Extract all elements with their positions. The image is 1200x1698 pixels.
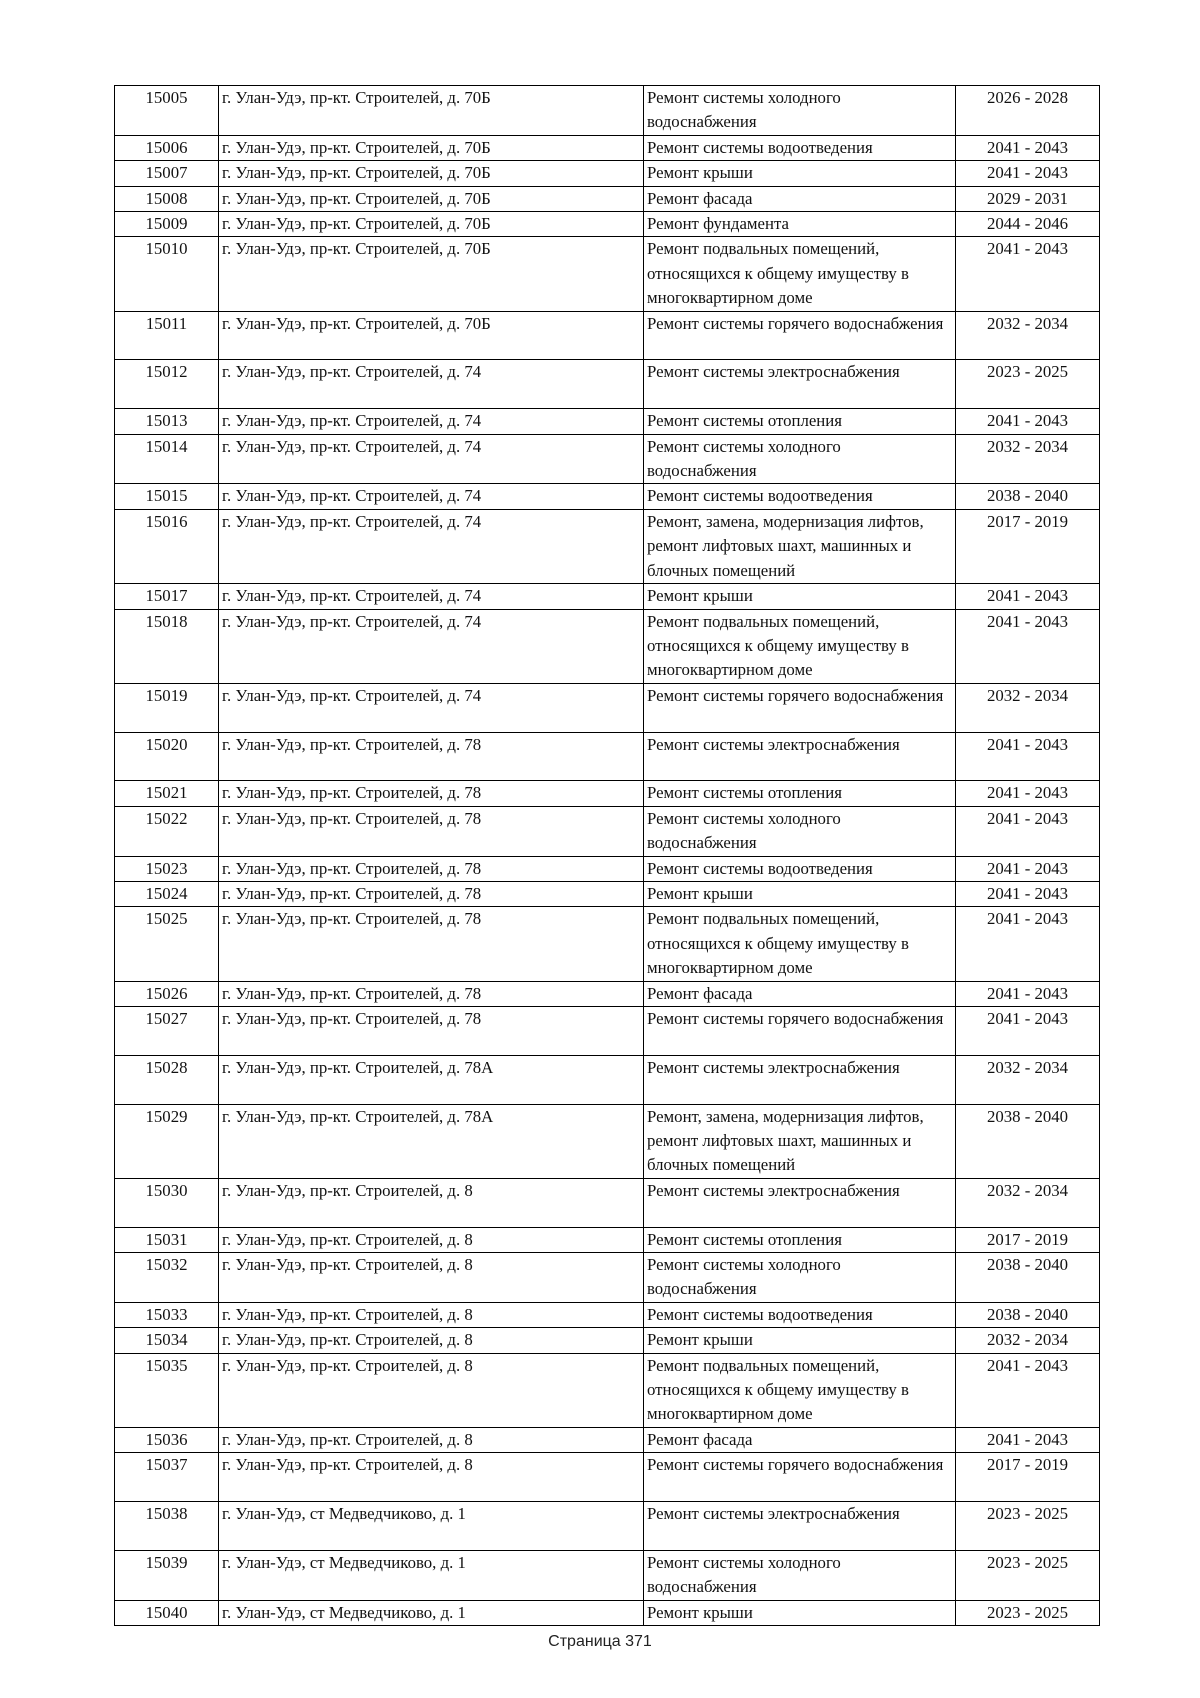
row-id-cell: 15022 xyxy=(115,806,219,856)
row-id-cell: 15032 xyxy=(115,1252,219,1302)
period-cell: 2041 - 2043 xyxy=(956,1427,1100,1452)
address-cell: г. Улан-Удэ, пр-кт. Строителей, д. 74 xyxy=(219,509,644,583)
address-cell: г. Улан-Удэ, пр-кт. Строителей, д. 70Б xyxy=(219,212,644,237)
table-row xyxy=(115,1178,1100,1227)
work-type-cell: Ремонт подвальных помещений, относящихся к общему имуществу в многоквартирном доме xyxy=(644,237,956,311)
work-type-cell: Ремонт фасада xyxy=(644,186,956,211)
address-cell: г. Улан-Удэ, пр-кт. Строителей, д. 8 xyxy=(219,1353,644,1427)
capital-repair-table xyxy=(114,85,1100,1626)
period-cell: 2017 - 2019 xyxy=(956,509,1100,583)
work-type-cell: Ремонт системы холодного водоснабжения xyxy=(644,434,956,484)
period-cell: 2032 - 2034 xyxy=(956,311,1100,360)
work-type-cell: Ремонт системы горячего водоснабжения xyxy=(644,683,956,732)
work-type-cell: Ремонт системы горячего водоснабжения xyxy=(644,311,956,360)
page-number: Страница 371 xyxy=(548,1633,652,1650)
address-cell: г. Улан-Удэ, пр-кт. Строителей, д. 8 xyxy=(219,1302,644,1327)
work-type-cell: Ремонт системы водоотведения xyxy=(644,1302,956,1327)
row-id-cell: 15035 xyxy=(115,1353,219,1427)
work-type-cell: Ремонт, замена, модернизация лифтов, ремонт лифтовых шахт, машинных и блочных помещений xyxy=(644,1104,956,1178)
row-id-cell: 15011 xyxy=(115,311,219,360)
row-id-cell: 15009 xyxy=(115,212,219,237)
row-id-cell: 15028 xyxy=(115,1055,219,1104)
period-cell: 2041 - 2043 xyxy=(956,1006,1100,1055)
work-type-cell: Ремонт системы электроснабжения xyxy=(644,1055,956,1104)
address-cell: г. Улан-Удэ, пр-кт. Строителей, д. 70Б xyxy=(219,161,644,186)
table-row xyxy=(115,1104,1100,1178)
row-id-cell: 15039 xyxy=(115,1550,219,1600)
address-cell: г. Улан-Удэ, пр-кт. Строителей, д. 74 xyxy=(219,683,644,732)
work-type-cell: Ремонт системы электроснабжения xyxy=(644,360,956,409)
period-cell: 2041 - 2043 xyxy=(956,609,1100,683)
work-type-cell: Ремонт системы горячего водоснабжения xyxy=(644,1006,956,1055)
period-cell: 2041 - 2043 xyxy=(956,161,1100,186)
address-cell: г. Улан-Удэ, пр-кт. Строителей, д. 8 xyxy=(219,1252,644,1302)
table-row xyxy=(115,1252,1100,1302)
row-id-cell: 15007 xyxy=(115,161,219,186)
address-cell: г. Улан-Удэ, пр-кт. Строителей, д. 78А xyxy=(219,1055,644,1104)
work-type-cell: Ремонт системы отопления xyxy=(644,1227,956,1252)
table-row xyxy=(115,1502,1100,1551)
address-cell: г. Улан-Удэ, пр-кт. Строителей, д. 74 xyxy=(219,584,644,609)
period-cell: 2041 - 2043 xyxy=(956,806,1100,856)
row-id-cell: 15040 xyxy=(115,1600,219,1625)
row-id-cell: 15006 xyxy=(115,135,219,160)
work-type-cell: Ремонт системы холодного водоснабжения xyxy=(644,86,956,136)
table-row xyxy=(115,781,1100,806)
table-row xyxy=(115,237,1100,311)
table-row xyxy=(115,1353,1100,1427)
period-cell: 2038 - 2040 xyxy=(956,1302,1100,1327)
work-type-cell: Ремонт крыши xyxy=(644,161,956,186)
address-cell: г. Улан-Удэ, пр-кт. Строителей, д. 8 xyxy=(219,1178,644,1227)
row-id-cell: 15010 xyxy=(115,237,219,311)
row-id-cell: 15015 xyxy=(115,484,219,509)
address-cell: г. Улан-Удэ, пр-кт. Строителей, д. 78 xyxy=(219,732,644,781)
table-row xyxy=(115,484,1100,509)
period-cell: 2041 - 2043 xyxy=(956,881,1100,906)
work-type-cell: Ремонт крыши xyxy=(644,1328,956,1353)
period-cell: 2041 - 2043 xyxy=(956,981,1100,1006)
row-id-cell: 15025 xyxy=(115,907,219,981)
work-type-cell: Ремонт системы холодного водоснабжения xyxy=(644,1252,956,1302)
work-type-cell: Ремонт системы электроснабжения xyxy=(644,732,956,781)
row-id-cell: 15030 xyxy=(115,1178,219,1227)
address-cell: г. Улан-Удэ, пр-кт. Строителей, д. 70Б xyxy=(219,135,644,160)
table-row xyxy=(115,584,1100,609)
address-cell: г. Улан-Удэ, пр-кт. Строителей, д. 8 xyxy=(219,1227,644,1252)
row-id-cell: 15031 xyxy=(115,1227,219,1252)
table-row xyxy=(115,981,1100,1006)
period-cell: 2032 - 2034 xyxy=(956,683,1100,732)
work-type-cell: Ремонт системы холодного водоснабжения xyxy=(644,806,956,856)
table-row xyxy=(115,1453,1100,1502)
table-row xyxy=(115,1600,1100,1625)
table-row xyxy=(115,1006,1100,1055)
table-row xyxy=(115,360,1100,409)
row-id-cell: 15024 xyxy=(115,881,219,906)
table-row xyxy=(115,1227,1100,1252)
period-cell: 2032 - 2034 xyxy=(956,1178,1100,1227)
address-cell: г. Улан-Удэ, пр-кт. Строителей, д. 74 xyxy=(219,609,644,683)
work-type-cell: Ремонт подвальных помещений, относящихся к общему имуществу в многоквартирном доме xyxy=(644,907,956,981)
address-cell: г. Улан-Удэ, пр-кт. Строителей, д. 8 xyxy=(219,1453,644,1502)
address-cell: г. Улан-Удэ, пр-кт. Строителей, д. 78 xyxy=(219,781,644,806)
table-row xyxy=(115,311,1100,360)
period-cell: 2023 - 2025 xyxy=(956,360,1100,409)
work-type-cell: Ремонт системы отопления xyxy=(644,409,956,434)
row-id-cell: 15014 xyxy=(115,434,219,484)
table-row xyxy=(115,1302,1100,1327)
table-row xyxy=(115,683,1100,732)
work-type-cell: Ремонт фасада xyxy=(644,1427,956,1452)
period-cell: 2041 - 2043 xyxy=(956,409,1100,434)
address-cell: г. Улан-Удэ, пр-кт. Строителей, д. 74 xyxy=(219,484,644,509)
period-cell: 2032 - 2034 xyxy=(956,1055,1100,1104)
period-cell: 2017 - 2019 xyxy=(956,1227,1100,1252)
work-type-cell: Ремонт, замена, модернизация лифтов, ремонт лифтовых шахт, машинных и блочных помещений xyxy=(644,509,956,583)
row-id-cell: 15016 xyxy=(115,509,219,583)
address-cell: г. Улан-Удэ, пр-кт. Строителей, д. 78 xyxy=(219,881,644,906)
table-row xyxy=(115,881,1100,906)
period-cell: 2038 - 2040 xyxy=(956,1104,1100,1178)
row-id-cell: 15036 xyxy=(115,1427,219,1452)
row-id-cell: 15013 xyxy=(115,409,219,434)
table-row xyxy=(115,856,1100,881)
table-row xyxy=(115,806,1100,856)
address-cell: г. Улан-Удэ, пр-кт. Строителей, д. 74 xyxy=(219,409,644,434)
row-id-cell: 15012 xyxy=(115,360,219,409)
table-row xyxy=(115,135,1100,160)
work-type-cell: Ремонт системы горячего водоснабжения xyxy=(644,1453,956,1502)
work-type-cell: Ремонт фасада xyxy=(644,981,956,1006)
work-type-cell: Ремонт системы отопления xyxy=(644,781,956,806)
table-row xyxy=(115,1550,1100,1600)
table-row xyxy=(115,186,1100,211)
row-id-cell: 15033 xyxy=(115,1302,219,1327)
table-row xyxy=(115,1328,1100,1353)
address-cell: г. Улан-Удэ, пр-кт. Строителей, д. 78 xyxy=(219,981,644,1006)
row-id-cell: 15026 xyxy=(115,981,219,1006)
row-id-cell: 15018 xyxy=(115,609,219,683)
address-cell: г. Улан-Удэ, пр-кт. Строителей, д. 8 xyxy=(219,1427,644,1452)
period-cell: 2044 - 2046 xyxy=(956,212,1100,237)
work-type-cell: Ремонт подвальных помещений, относящихся к общему имуществу в многоквартирном доме xyxy=(644,609,956,683)
row-id-cell: 15027 xyxy=(115,1006,219,1055)
work-type-cell: Ремонт системы водоотведения xyxy=(644,856,956,881)
table-row xyxy=(115,409,1100,434)
work-type-cell: Ремонт системы водоотведения xyxy=(644,484,956,509)
table-body xyxy=(115,86,1100,1626)
table-row xyxy=(115,732,1100,781)
work-type-cell: Ремонт системы электроснабжения xyxy=(644,1178,956,1227)
address-cell: г. Улан-Удэ, пр-кт. Строителей, д. 78 xyxy=(219,907,644,981)
table-row xyxy=(115,212,1100,237)
period-cell: 2017 - 2019 xyxy=(956,1453,1100,1502)
address-cell: г. Улан-Удэ, пр-кт. Строителей, д. 78 xyxy=(219,856,644,881)
address-cell: г. Улан-Удэ, пр-кт. Строителей, д. 70Б xyxy=(219,186,644,211)
table-row xyxy=(115,609,1100,683)
work-type-cell: Ремонт системы электроснабжения xyxy=(644,1502,956,1551)
period-cell: 2041 - 2043 xyxy=(956,907,1100,981)
address-cell: г. Улан-Удэ, ст Медведчиково, д. 1 xyxy=(219,1550,644,1600)
row-id-cell: 15038 xyxy=(115,1502,219,1551)
address-cell: г. Улан-Удэ, пр-кт. Строителей, д. 74 xyxy=(219,434,644,484)
period-cell: 2029 - 2031 xyxy=(956,186,1100,211)
work-type-cell: Ремонт крыши xyxy=(644,881,956,906)
row-id-cell: 15034 xyxy=(115,1328,219,1353)
period-cell: 2032 - 2034 xyxy=(956,434,1100,484)
row-id-cell: 15017 xyxy=(115,584,219,609)
table-row xyxy=(115,86,1100,136)
address-cell: г. Улан-Удэ, пр-кт. Строителей, д. 74 xyxy=(219,360,644,409)
table-row xyxy=(115,907,1100,981)
row-id-cell: 15037 xyxy=(115,1453,219,1502)
period-cell: 2032 - 2034 xyxy=(956,1328,1100,1353)
period-cell: 2041 - 2043 xyxy=(956,135,1100,160)
row-id-cell: 15020 xyxy=(115,732,219,781)
work-type-cell: Ремонт подвальных помещений, относящихся к общему имуществу в многоквартирном доме xyxy=(644,1353,956,1427)
period-cell: 2041 - 2043 xyxy=(956,732,1100,781)
work-type-cell: Ремонт системы водоотведения xyxy=(644,135,956,160)
table-row xyxy=(115,161,1100,186)
row-id-cell: 15021 xyxy=(115,781,219,806)
period-cell: 2041 - 2043 xyxy=(956,237,1100,311)
period-cell: 2041 - 2043 xyxy=(956,584,1100,609)
work-type-cell: Ремонт крыши xyxy=(644,1600,956,1625)
table-row xyxy=(115,1055,1100,1104)
period-cell: 2038 - 2040 xyxy=(956,1252,1100,1302)
row-id-cell: 15029 xyxy=(115,1104,219,1178)
period-cell: 2023 - 2025 xyxy=(956,1550,1100,1600)
address-cell: г. Улан-Удэ, пр-кт. Строителей, д. 70Б xyxy=(219,86,644,136)
period-cell: 2041 - 2043 xyxy=(956,856,1100,881)
table-row xyxy=(115,1427,1100,1452)
row-id-cell: 15005 xyxy=(115,86,219,136)
work-type-cell: Ремонт крыши xyxy=(644,584,956,609)
period-cell: 2038 - 2040 xyxy=(956,484,1100,509)
table-row xyxy=(115,434,1100,484)
row-id-cell: 15023 xyxy=(115,856,219,881)
row-id-cell: 15008 xyxy=(115,186,219,211)
work-type-cell: Ремонт фундамента xyxy=(644,212,956,237)
period-cell: 2026 - 2028 xyxy=(956,86,1100,136)
address-cell: г. Улан-Удэ, пр-кт. Строителей, д. 78 xyxy=(219,1006,644,1055)
address-cell: г. Улан-Удэ, пр-кт. Строителей, д. 70Б xyxy=(219,237,644,311)
period-cell: 2023 - 2025 xyxy=(956,1502,1100,1551)
address-cell: г. Улан-Удэ, пр-кт. Строителей, д. 78 xyxy=(219,806,644,856)
work-type-cell: Ремонт системы холодного водоснабжения xyxy=(644,1550,956,1600)
address-cell: г. Улан-Удэ, пр-кт. Строителей, д. 70Б xyxy=(219,311,644,360)
period-cell: 2041 - 2043 xyxy=(956,781,1100,806)
address-cell: г. Улан-Удэ, пр-кт. Строителей, д. 78А xyxy=(219,1104,644,1178)
period-cell: 2023 - 2025 xyxy=(956,1600,1100,1625)
period-cell: 2041 - 2043 xyxy=(956,1353,1100,1427)
address-cell: г. Улан-Удэ, ст Медведчиково, д. 1 xyxy=(219,1502,644,1551)
row-id-cell: 15019 xyxy=(115,683,219,732)
table-row xyxy=(115,509,1100,583)
address-cell: г. Улан-Удэ, пр-кт. Строителей, д. 8 xyxy=(219,1328,644,1353)
address-cell: г. Улан-Удэ, ст Медведчиково, д. 1 xyxy=(219,1600,644,1625)
